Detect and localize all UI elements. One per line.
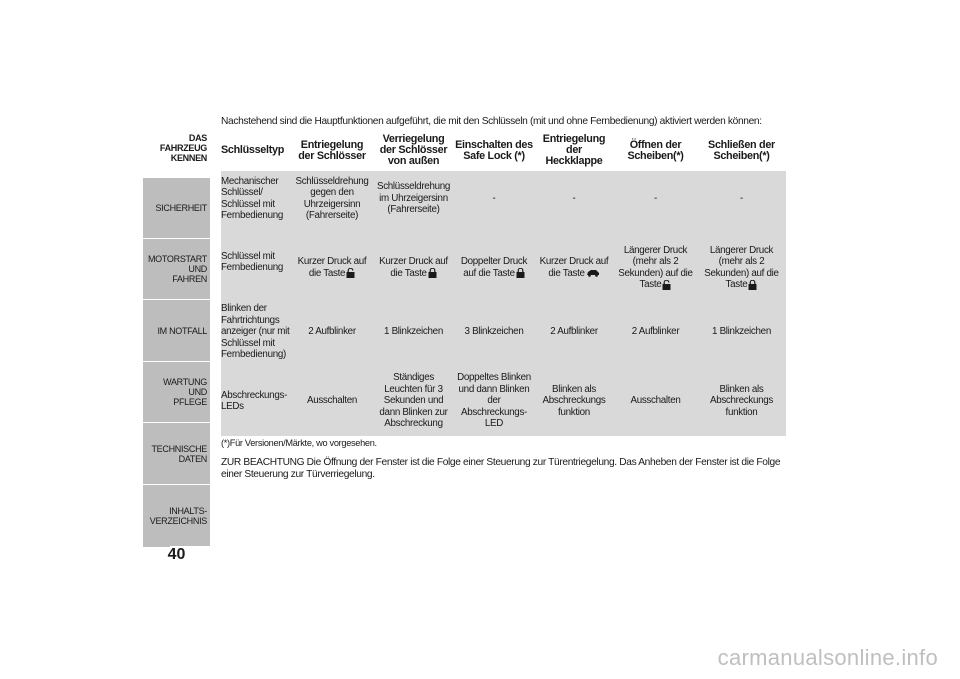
sidebar-tab-inhaltsverzeichnis[interactable] [143, 485, 210, 547]
table-cell: Blinken als Abschreckungs funktion [709, 383, 774, 418]
table-row [221, 298, 786, 366]
footnote: (*)Für Versionen/Märkte, wo vorgesehen. [221, 438, 377, 448]
table-cell-text: Kurzer Druck auf die Taste [297, 256, 367, 279]
table-row [221, 171, 786, 226]
table-cell-text: Kurzer Druck auf die Taste [539, 256, 609, 279]
table-cell: Blinken als Abschreckungs funktion [542, 383, 606, 418]
sidebar-tab-technische-daten[interactable] [143, 423, 210, 484]
unlock-icon [662, 280, 671, 290]
watermark: carmanualsonline.info [717, 645, 938, 670]
table-cell [614, 233, 697, 290]
trunk-icon [586, 269, 600, 277]
table-cell: 1 Blinkzeichen [712, 326, 771, 338]
table-cell: Doppeltes Blinken und dann Blinken der Abschreckungs- LED [457, 372, 531, 430]
lock-icon [428, 268, 437, 278]
table-header-row [221, 130, 786, 171]
lock-icon [516, 268, 525, 278]
sidebar-tab-sicherheit[interactable] [143, 178, 210, 238]
table-cell: - [740, 192, 743, 204]
table-cell: 2 Aufblinker [631, 326, 680, 338]
intro-text: Nachstehend sind die Hauptfunktionen aufgeführt, die mit den Schlüsseln (mit und ohne Fernbedienung) aktiviert werden können: [221, 116, 762, 127]
sidebar-tab-label: WARTUNG UND PFLEGE [163, 377, 207, 407]
unlock-icon [346, 268, 355, 278]
table-cell [291, 245, 373, 279]
table-cell: Schlüssel mit Fernbedienung [221, 250, 284, 273]
table-cell: Schlüsseldrehung gegen den Uhrzeigersinn (Fahrerseite) [295, 175, 369, 221]
table-cell: - [572, 192, 576, 204]
lock-icon [748, 280, 757, 290]
table-cell: 1 Blinkzeichen [384, 326, 443, 338]
header-lock-doors: Verriegelung der Schlösser von außen [379, 133, 448, 167]
table-cell: Abschreckungs- LEDs [221, 389, 288, 412]
table-cell: Ständiges Leuchten für 3 Sekunden und dann Blinken zur Abschreckung [379, 372, 448, 430]
table-cell: - [654, 192, 657, 204]
page-number: 40 [167, 546, 186, 563]
header-open-windows: Öffnen der Scheiben(*) [627, 138, 684, 162]
sidebar-tab-im-notfall[interactable] [143, 300, 210, 361]
header-key-type: Schlüsseltyp [221, 144, 285, 156]
table-row [221, 226, 786, 298]
header-unlock-doors: Entriegelung der Schlösser [298, 138, 366, 162]
sidebar-tab-label: DAS FAHRZEUG KENNEN [159, 133, 207, 163]
table-cell: Schlüsseldrehung im Uhrzeigersinn (Fahrerseite) [376, 181, 451, 216]
table-cell: Blinken der Fahrtrichtungs anzeiger (nur mit Schlüssel mit Fernbedienung) [221, 303, 290, 361]
sidebar-tab-das-fahrzeug-kennen[interactable] [143, 118, 210, 178]
table-cell: 2 Aufblinker [308, 326, 356, 338]
table-cell: Ausschalten [630, 395, 681, 407]
table-cell [534, 245, 614, 279]
table-cell [697, 233, 786, 290]
table-cell [454, 245, 534, 279]
sidebar-tab-label: SICHERHEIT [155, 203, 207, 213]
table-body [221, 171, 786, 436]
table-cell: 3 Blinkzeichen [464, 326, 524, 338]
sidebar-tab-label: MOTORSTART UND FAHREN [147, 254, 207, 284]
sidebar-tab-wartung-und-pflege[interactable] [143, 362, 210, 422]
sidebar-tab-motorstart-und-fahren[interactable] [143, 239, 210, 299]
table-cell-text: Doppelter Druck auf die Taste [460, 256, 528, 279]
table-cell: Mechanischer Schlüssel/ Schlüssel mit Fernbedienung [221, 175, 284, 221]
table-cell [373, 245, 454, 279]
table-cell: - [492, 192, 496, 204]
table-row [221, 366, 786, 436]
header-safe-lock: Einschalten des Safe Lock (*) [455, 138, 533, 162]
key-functions-table [221, 130, 786, 436]
sidebar-tab-label: TECHNISCHE DATEN [151, 443, 207, 464]
table-cell-text: Längerer Druck (mehr als 2 Sekunden) auf die Taste [704, 244, 779, 291]
table-cell: Ausschalten [306, 395, 358, 407]
table-cell: 2 Aufblinker [550, 326, 598, 338]
header-unlock-tailgate: Entriegelung der Heckklappe [542, 133, 606, 167]
table-cell-text: Längerer Druck (mehr als 2 Sekunden) auf die Taste [618, 244, 693, 291]
attention-note: ZUR BEACHTUNG Die Öffnung der Fenster ist die Folge einer Steuerung zur Türentriegelung. Das Anheben der Fenster ist die Folge einer Steuerung zur Türverriegelung. [221, 457, 781, 480]
header-close-windows: Schließen der Scheiben(*) [708, 138, 775, 162]
sidebar-tab-label: IM NOTFALL [157, 325, 207, 336]
table-cell-text: Kurzer Druck auf die Taste [379, 256, 448, 279]
sidebar-tab-label: INHALTS- VERZEICHNIS [149, 506, 207, 526]
